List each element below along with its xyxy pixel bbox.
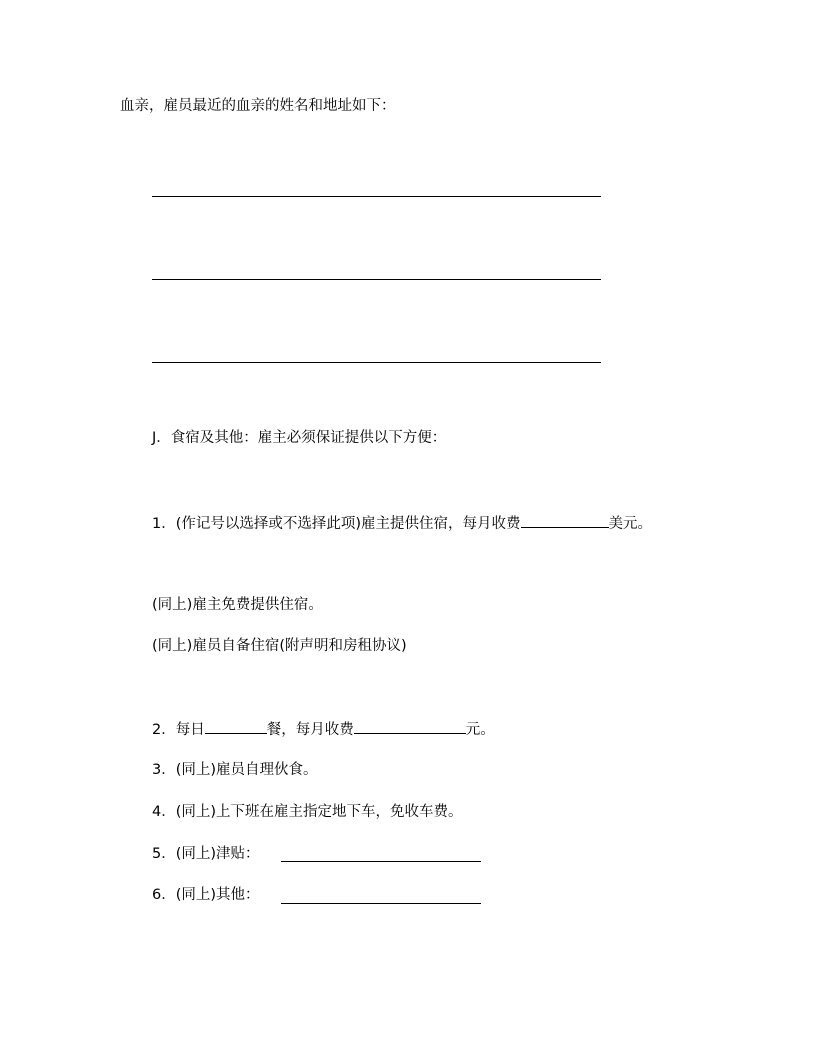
item-6-label: 6．(同上)其他： [152, 887, 260, 903]
allowance-blank[interactable] [281, 861, 481, 862]
item-3: 3．(同上)雇员自理伙食。 [152, 762, 318, 778]
relative-line-2[interactable] [152, 279, 601, 280]
item-5 [152, 844, 260, 864]
item-6 [152, 885, 260, 905]
meals-per-day-blank[interactable] [205, 718, 267, 734]
item-4: 4．(同上)上下班在雇主指定地下车，免收车费。 [152, 804, 463, 820]
item-1 [152, 512, 652, 534]
relative-line-1[interactable] [152, 196, 601, 197]
section-j-heading: J．食宿及其他：雇主必须保证提供以下方便： [152, 430, 447, 446]
option-self-lodging: (同上)雇员自备住宿(附声明和房租协议) [152, 638, 407, 654]
item-1-suffix: 美元。 [608, 516, 653, 532]
item-2-middle: 餐，每月收费 [266, 722, 354, 738]
item-2-suffix: 元。 [465, 722, 495, 738]
item-2 [152, 718, 495, 740]
lodging-fee-blank[interactable] [521, 512, 609, 528]
item-1-text: 1．(作记号以选择或不选择此项)雇主提供住宿，每月收费 [152, 516, 521, 532]
option-free-lodging: (同上)雇主免费提供住宿。 [152, 597, 323, 613]
meal-fee-blank[interactable] [354, 718, 466, 734]
item-2-prefix: 2．每日 [152, 722, 205, 738]
intro-text: 血亲，雇员最近的血亲的姓名和地址如下： [120, 98, 396, 114]
other-blank[interactable] [281, 903, 481, 904]
item-5-label: 5．(同上)津贴： [152, 846, 260, 862]
relative-line-3[interactable] [152, 362, 601, 363]
